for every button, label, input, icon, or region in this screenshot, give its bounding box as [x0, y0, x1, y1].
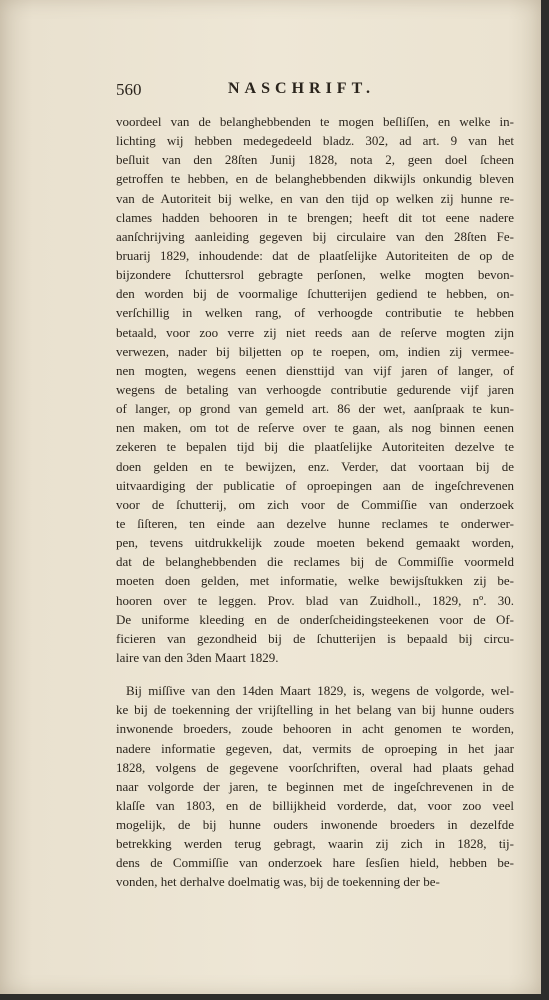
text-line: dat de belanghebbenden die reclames bij de Commiſſie voormeld — [116, 554, 514, 570]
text-line: Bij miſſive van den 14den Maart 1829, is, wegens de volgorde, wel- — [126, 683, 514, 699]
text-line: hooren over te leggen. Prov. blad van Zuidholl., 1829, nº. 30. — [116, 592, 514, 608]
text-line: nen mogten, wegens eenen diensttijd van vijf jaren of langer, of — [116, 362, 514, 378]
running-head — [116, 80, 514, 100]
text-line: doen gelden en te bewijzen, enz. Verder, dat voortaan bij de — [116, 458, 514, 474]
text-line: naar volgorde der jaren, te beginnen met de ingeſchrevenen in de — [116, 778, 514, 794]
text-line: voor de ſchutterij, om zich voor de Commiſſie van onderzoek — [116, 496, 514, 512]
text-line: nadere informatie gegeven, dat, vermits de oproeping in het jaar — [116, 740, 514, 756]
text-line: wegens de betaling van verhoogde contributie gedurende vijf jaren — [116, 381, 514, 397]
text-line: nen maken, om tot de reſerve over te gaan, als nog binnen eenen — [116, 420, 514, 436]
running-title: NASCHRIFT. — [228, 80, 376, 97]
paragraph — [116, 112, 514, 667]
text-line: clames hadden behooren in te brengen; heeft dit tot eene nadere — [116, 209, 514, 225]
text-line: voordeel van de belanghebbenden te mogen beſliſſen, en welke in- — [116, 114, 514, 129]
text-line: getroffen te hebben, en de belanghebbenden dikwijls onkundig bleven — [116, 171, 514, 187]
text-line: den worden bij de voormalige ſchutterijen gediend te hebben, on- — [116, 286, 514, 302]
text-line: betrekking werden terug gebragt, waarin zij zich in 1828, tij- — [116, 836, 514, 852]
text-line: verſchillig in welken rang, of verhoogde contributie te hebben — [116, 305, 514, 321]
page-edge — [541, 0, 549, 1000]
text-line: bijzondere ſchuttersrol gebragte perſonen, welke mogten bevon- — [116, 267, 514, 283]
text-line: laire van den 3den Maart 1829. — [116, 649, 279, 665]
page-number: 560 — [116, 80, 142, 99]
text-line: van de Autoriteit bij welke, en van den tijd op welken zij hunne re- — [116, 190, 514, 206]
text-line: bruarij 1829, inhoudende: dat de plaatſelijke Autoriteiten de op de — [116, 247, 514, 263]
paragraph — [116, 681, 514, 892]
text-line: pen, tevens uitdrukkelijk zoude moeten bekend gemaakt worden, — [116, 535, 514, 551]
paragraph-gap — [116, 667, 514, 681]
page-bottom-edge — [0, 994, 549, 1000]
text-line: of langer, op grond van gemeld art. 86 der wet, aanſpraak te kun- — [116, 401, 514, 417]
text-line: mogelijk, de bij hunne ouders inwonende broeders in dezelfde — [116, 817, 514, 833]
text-line: ficieren van gezondheid bij de ſchutterijen is bepaald bij circu- — [116, 630, 514, 646]
text-line: inwonende broeders, zoude behooren in acht genomen te worden, — [116, 721, 514, 737]
text-line: te ſiſteren, ten einde aan dezelve hunne reclames te onderwer- — [116, 515, 514, 531]
text-line: De uniforme kleeding en de onderſcheidingsteekenen voor de Of- — [116, 611, 514, 627]
body-text — [116, 112, 514, 892]
text-line: vonden, het derhalve doelmatig was, bij de toekenning der be- — [116, 874, 440, 890]
text-line: uitvaardiging der publicatie of oproepingen aan de ingeſchrevenen — [116, 477, 514, 493]
text-line: aanſchrijving aanleiding gegeven bij circulaire van den 28ſten Fe- — [116, 228, 514, 244]
text-line: dens de Commiſſie van onderzoek hare ſesſien hield, hebben be- — [116, 855, 514, 871]
text-line: moeten doen gelden, met informatie, welke bewijsſtukken zij be- — [116, 573, 514, 589]
text-line: betaald, voor zoo verre zij niet reeds aan de reſerve mogten zijn — [116, 324, 514, 340]
text-line: 1828, volgens de gegevene voorſchriften, overal had plaats gehad — [116, 759, 514, 775]
text-line: beſluit van den 28ſten Junij 1828, nota 2, geen doel ſcheen — [116, 152, 514, 168]
text-line: zekeren te bepalen tijd bij die plaatſelijke Autoriteiten dezelve te — [116, 439, 514, 455]
text-line: lichting wij hebben medegedeeld bladz. 302, ad art. 9 van het — [116, 133, 514, 149]
text-line: ke bij de toekenning der vrijſtelling in het belang van bij hunne ouders — [116, 702, 514, 718]
text-line: klaſſe van 1803, en de billijkheid vorderde, dat, voor zoo veel — [116, 797, 514, 813]
text-line: verwezen, nader bij biljetten op te roepen, om, indien zij vermee- — [116, 343, 514, 359]
